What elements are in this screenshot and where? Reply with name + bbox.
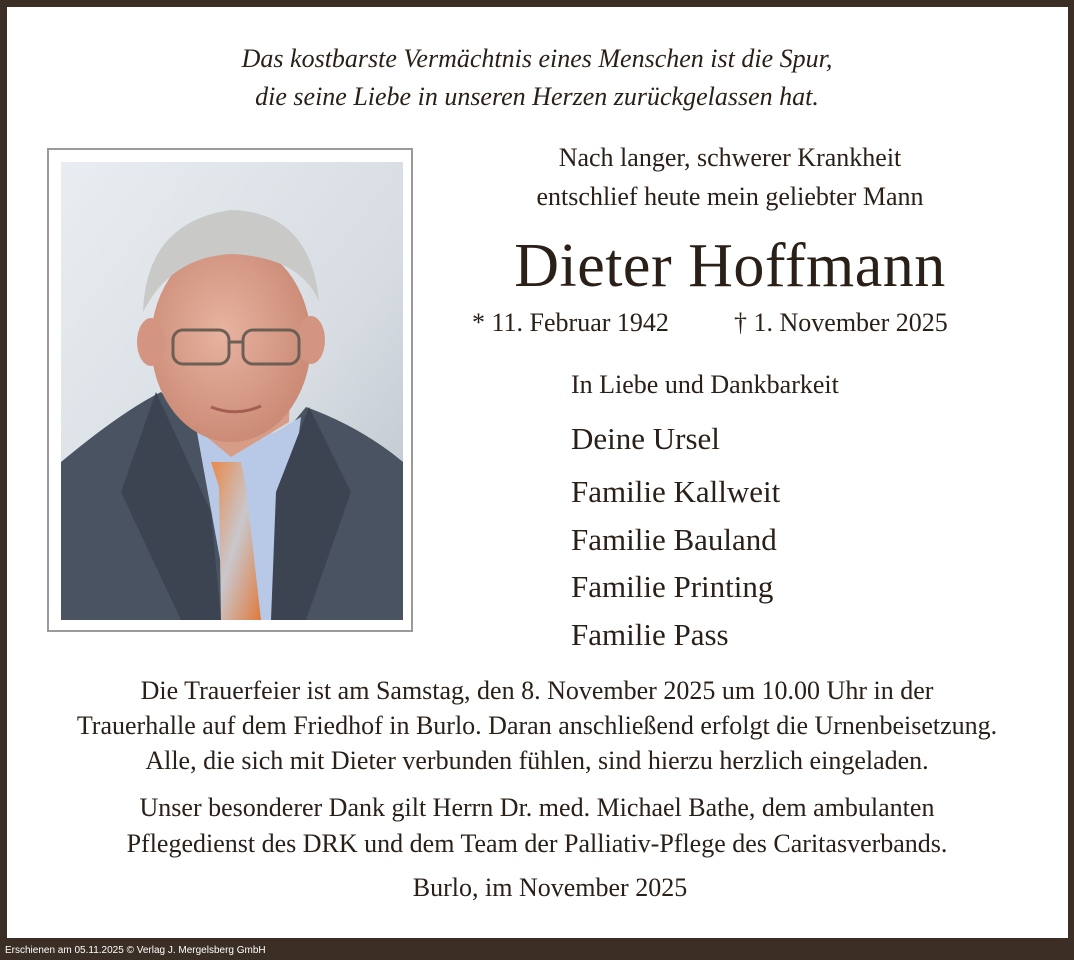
thanks-line: In Liebe und Dankbarkeit — [571, 370, 839, 399]
death-announcement — [440, 138, 1020, 216]
deceased-name: Dieter Hoffmann — [514, 232, 946, 300]
ceremony-info — [0, 673, 1074, 778]
publication-footer: Erschienen am 05.11.2025 © Verlag J. Mergelsberg GmbH — [5, 945, 266, 956]
mourner-item: Familie Kallweit — [571, 474, 781, 509]
gratitude-line-2: Pflegedienst des DRK und dem Team der Palliativ-Pflege des Caritasverbands. — [126, 829, 948, 858]
mourners-list — [571, 418, 780, 661]
mourner-item: Deine Ursel — [571, 421, 720, 456]
ceremony-line-1: Die Trauerfeier ist am Samstag, den 8. November 2025 um 10.00 Uhr in der — [140, 676, 934, 705]
place-and-date: Burlo, im November 2025 — [412, 873, 688, 902]
ceremony-line-2: Trauerhalle auf dem Friedhof in Burlo. Daran anschließend erfolgt die Urnenbeisetzung. — [76, 711, 998, 740]
mourner-item: Familie Bauland — [571, 521, 777, 557]
gratitude-line-1: Unser besonderer Dank gilt Herrn Dr. med. Michael Bathe, dem ambulanten — [139, 793, 935, 822]
quote-line-1: Das kostbarste Vermächtnis eines Menschen ist die Spur, — [241, 44, 833, 73]
portrait-photo — [61, 162, 403, 620]
mourner-item: Familie Printing — [571, 569, 774, 604]
intro-line-2: entschlief heute mein geliebter Mann — [536, 182, 924, 211]
birth-date: * 11. Februar 1942 — [472, 308, 669, 337]
death-date: † 1. November 2025 — [734, 308, 948, 337]
portrait-frame — [47, 148, 413, 632]
memorial-quote — [0, 40, 1074, 116]
gratitude-note — [0, 790, 1074, 862]
mourner-item: Familie Pass — [571, 616, 729, 652]
quote-line-2: die seine Liebe in unseren Herzen zurückgelassen hat. — [255, 82, 819, 111]
ceremony-line-3: Alle, die sich mit Dieter verbunden fühlen, sind hierzu herzlich eingeladen. — [145, 746, 929, 775]
intro-line-1: Nach langer, schwerer Krankheit — [558, 143, 902, 172]
